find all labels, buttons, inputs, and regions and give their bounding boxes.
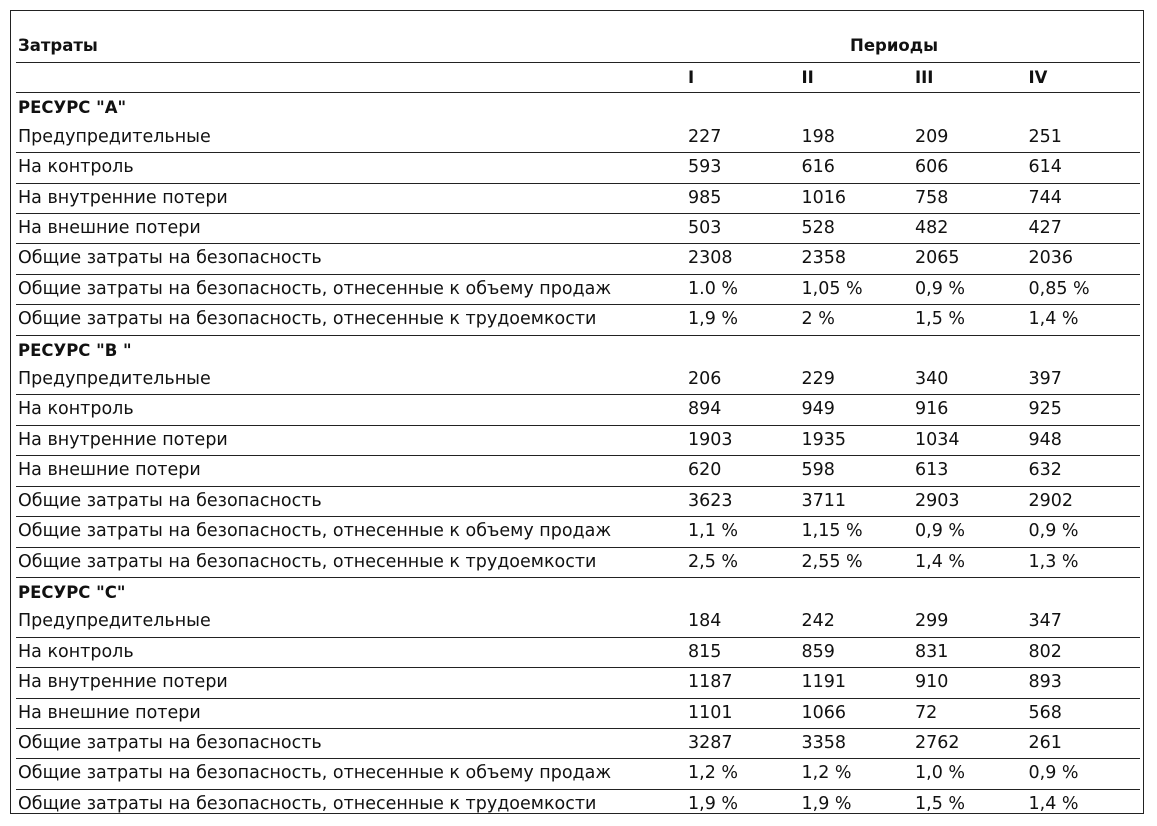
empty-header-cell	[16, 63, 686, 93]
table-row	[16, 274, 1140, 304]
period-value-2: 1016	[800, 183, 914, 213]
period-value-2: 242	[800, 607, 914, 637]
row-label: Общие затраты на безопасность	[16, 486, 686, 516]
period-value-3: 72	[913, 698, 1027, 728]
period-value-4: 2902	[1027, 486, 1141, 516]
period-value-1: 1,9 %	[686, 305, 800, 335]
section-row	[16, 335, 1140, 365]
period-value-1: 620	[686, 456, 800, 486]
table-row	[16, 153, 1140, 183]
table-row	[16, 486, 1140, 516]
period-value-3: 606	[913, 153, 1027, 183]
period-value-1: 184	[686, 607, 800, 637]
row-label: На внутренние потери	[16, 668, 686, 698]
period-value-3: 482	[913, 214, 1027, 244]
period-value-1: 894	[686, 395, 800, 425]
period-value-3: 0,9 %	[913, 274, 1027, 304]
period-value-2: 2,55 %	[800, 547, 914, 577]
period-value-2: 1935	[800, 425, 914, 455]
period-value-2: 528	[800, 214, 914, 244]
period-value-4: 744	[1027, 183, 1141, 213]
row-label: Общие затраты на безопасность	[16, 244, 686, 274]
periods-header: Периоды	[850, 36, 938, 55]
period-value-2: 3358	[800, 728, 914, 758]
table-row	[16, 759, 1140, 789]
period-value-2: 859	[800, 637, 914, 667]
row-label: На внутренние потери	[16, 425, 686, 455]
period-value-4: 802	[1027, 637, 1141, 667]
period-value-4: 1,4 %	[1028, 793, 1079, 814]
period-value-2: 616	[800, 153, 914, 183]
period-value-4: 632	[1027, 456, 1141, 486]
period-header-3: III	[913, 63, 1027, 93]
section-title: РЕСУРС "С"	[18, 582, 126, 602]
period-header-4: IV	[1027, 63, 1141, 93]
period-value-4: 1,4 %	[1027, 305, 1141, 335]
period-value-3: 0,9 %	[913, 517, 1027, 547]
period-value-1: 503	[686, 214, 800, 244]
section-title: РЕСУРС "В "	[18, 340, 132, 360]
period-value-1: 3287	[686, 728, 800, 758]
period-value-4: 0,9 %	[1027, 759, 1141, 789]
period-value-1: 227	[686, 123, 800, 153]
row-label: На контроль	[16, 153, 686, 183]
period-value-4: 1,3 %	[1027, 547, 1141, 577]
period-value-4: 347	[1027, 607, 1141, 637]
period-value-1: 1101	[686, 698, 800, 728]
table-row	[16, 395, 1140, 425]
row-label: Общие затраты на безопасность, отнесенные к объему продаж	[16, 517, 686, 547]
period-value-2: 2 %	[800, 305, 914, 335]
table-row	[16, 123, 1140, 153]
period-value-4: 0,85 %	[1027, 274, 1141, 304]
row-label: Предупредительные	[16, 365, 686, 395]
period-value-1: 1903	[686, 425, 800, 455]
row-label: Предупредительные	[16, 607, 686, 637]
period-value-4: 0,9 %	[1027, 517, 1141, 547]
row-label: Общие затраты на безопасность, отнесенные к трудоемкости	[18, 793, 597, 814]
period-value-4: 893	[1027, 668, 1141, 698]
table-row	[16, 244, 1140, 274]
period-value-4: 614	[1027, 153, 1141, 183]
period-value-2: 198	[800, 123, 914, 153]
period-value-4: 925	[1027, 395, 1141, 425]
row-label: Общие затраты на безопасность	[16, 728, 686, 758]
period-value-4: 568	[1027, 698, 1141, 728]
table-row	[16, 547, 1140, 577]
period-value-1: 1187	[686, 668, 800, 698]
period-value-3: 2065	[913, 244, 1027, 274]
period-value-3: 758	[913, 183, 1027, 213]
period-value-4: 261	[1027, 728, 1141, 758]
row-label: Общие затраты на безопасность, отнесенные к объему продаж	[16, 274, 686, 304]
period-value-1: 1,1 %	[686, 517, 800, 547]
header-row-titles	[16, 30, 1140, 63]
table-row	[16, 183, 1140, 213]
period-value-1: 1,2 %	[686, 759, 800, 789]
row-label: На внешние потери	[16, 456, 686, 486]
period-value-2: 1191	[800, 668, 914, 698]
period-value-4: 397	[1027, 365, 1141, 395]
period-value-3: 1,0 %	[913, 759, 1027, 789]
table-row	[16, 425, 1140, 455]
costs-header: Затраты	[18, 36, 98, 55]
period-value-2: 949	[800, 395, 914, 425]
period-header-1: I	[686, 63, 800, 93]
period-value-2: 1,2 %	[800, 759, 914, 789]
period-value-3: 1,5 %	[915, 793, 966, 814]
period-value-2: 1,05 %	[800, 274, 914, 304]
period-value-3: 1,5 %	[913, 305, 1027, 335]
row-label: На контроль	[16, 395, 686, 425]
table-body	[16, 93, 1140, 819]
period-value-3: 1034	[913, 425, 1027, 455]
period-header-2: II	[800, 63, 914, 93]
row-label: Общие затраты на безопасность, отнесенные к трудоемкости	[16, 305, 686, 335]
period-value-1: 1,9 %	[688, 793, 739, 814]
table-row	[16, 456, 1140, 486]
period-value-2: 229	[800, 365, 914, 395]
period-value-1: 1.0 %	[686, 274, 800, 304]
period-value-3: 831	[913, 637, 1027, 667]
table-row	[16, 365, 1140, 395]
period-value-2: 598	[800, 456, 914, 486]
period-value-4: 2036	[1027, 244, 1141, 274]
period-value-4: 251	[1027, 123, 1141, 153]
row-label: На внешние потери	[16, 698, 686, 728]
period-value-1: 593	[686, 153, 800, 183]
table-row	[16, 698, 1140, 728]
period-value-1: 2308	[686, 244, 800, 274]
header-row-periods	[16, 63, 1140, 93]
period-value-1: 206	[686, 365, 800, 395]
period-value-3: 2903	[913, 486, 1027, 516]
table-row	[16, 668, 1140, 698]
period-value-3: 916	[913, 395, 1027, 425]
period-value-3: 209	[913, 123, 1027, 153]
period-value-4: 427	[1027, 214, 1141, 244]
period-value-1: 3623	[686, 486, 800, 516]
row-label: На контроль	[16, 637, 686, 667]
row-label: На внешние потери	[16, 214, 686, 244]
period-value-3: 2762	[913, 728, 1027, 758]
row-label: Общие затраты на безопасность, отнесенные к трудоемкости	[16, 547, 686, 577]
table-row	[16, 607, 1140, 637]
period-value-2: 1,9 %	[801, 793, 852, 814]
period-value-3: 613	[913, 456, 1027, 486]
row-label: Общие затраты на безопасность, отнесенные к объему продаж	[16, 759, 686, 789]
table-row	[16, 637, 1140, 667]
period-value-1: 2,5 %	[686, 547, 800, 577]
table-row	[16, 517, 1140, 547]
section-title: РЕСУРС "А"	[18, 98, 127, 118]
period-value-3: 1,4 %	[913, 547, 1027, 577]
row-label: Предупредительные	[16, 123, 686, 153]
period-value-3: 340	[913, 365, 1027, 395]
table-row	[16, 789, 1140, 819]
period-value-4: 948	[1027, 425, 1141, 455]
costs-table	[16, 30, 1140, 819]
period-value-3: 299	[913, 607, 1027, 637]
period-value-1: 815	[686, 637, 800, 667]
period-value-1: 985	[686, 183, 800, 213]
table-row	[16, 305, 1140, 335]
period-value-2: 2358	[800, 244, 914, 274]
period-value-3: 910	[913, 668, 1027, 698]
period-value-2: 3711	[800, 486, 914, 516]
table-row	[16, 728, 1140, 758]
period-value-2: 1,15 %	[800, 517, 914, 547]
period-value-2: 1066	[800, 698, 914, 728]
section-row	[16, 93, 1140, 123]
row-label: На внутренние потери	[16, 183, 686, 213]
table-row	[16, 214, 1140, 244]
section-row	[16, 577, 1140, 607]
